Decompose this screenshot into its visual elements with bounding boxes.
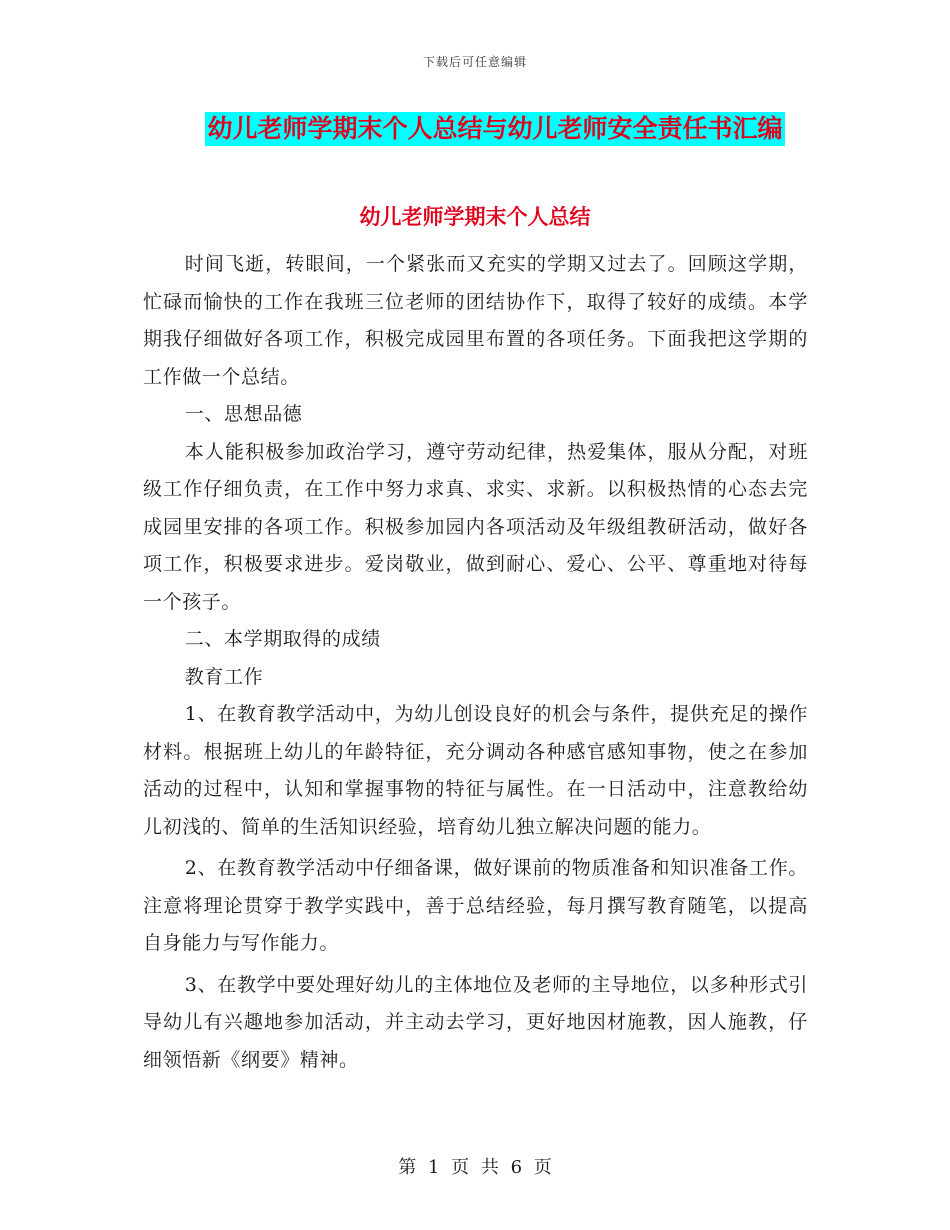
body-paragraph-ideology: 本人能积极参加政治学习，遵守劳动纪律，热爱集体，服从分配，对班级工作仔细负责，在工作中努力求真、求实、求新。以积极热情的心态去完成园里安排的各项工作。积极参加园内各项活动及年级组教研活动，做好各项工作，积极要求进步。爱岗敬业，做到耐心、爱心、公平、尊重地对待每一个孩子。	[143, 440, 808, 613]
document-body	[143, 246, 808, 1079]
page-footer: 第 1 页 共 6 页	[398, 1157, 552, 1178]
section-heading-ideology: 一、思想品德	[184, 403, 303, 425]
body-paragraph-item-3: 3、在教学中要处理好幼儿的主体地位及老师的主导地位，以多种形式引导幼儿有兴趣地参加活动，并主动去学习，更好地因材施教，因人施教，仔细领悟新《纲要》精神。	[143, 973, 808, 1071]
subsection-heading-education: 教育工作	[184, 665, 264, 688]
header-note: 下载后可任意编辑	[422, 55, 527, 69]
body-paragraph-item-2: 2、在教育教学活动中仔细备课，做好课前的物质准备和知识准备工作。注意将理论贯穿于教学实践中，善于总结经验，每月撰写教育随笔，以提高自身能力与写作能力。	[143, 857, 808, 954]
main-title-wrap	[0, 112, 950, 146]
document-main-title: 幼儿老师学期末个人总结与幼儿老师安全责任书汇编	[205, 112, 784, 146]
section-heading-achievements: 二、本学期取得的成绩	[184, 628, 381, 650]
body-paragraph-intro: 时间飞逝，转眼间，一个紧张而又充实的学期又过去了。回顾这学期，忙碌而愉快的工作在我班三位老师的团结协作下，取得了较好的成绩。本学期我仔细做好各项工作，积极完成园里布置的各项任务。下面我把这学期的工作做一个总结。	[143, 253, 808, 388]
section-title: 幼儿老师学期末个人总结	[359, 205, 591, 229]
body-paragraph-item-1: 1、在教育教学活动中，为幼儿创设良好的机会与条件，提供充足的操作材料。根据班上幼儿的年龄特征，充分调动各种感官感知事物，使之在参加活动的过程中，认知和掌握事物的特征与属性。在一日活动中，注意教给幼儿初浅的、简单的生活知识经验，培育幼儿独立解决问题的能力。	[143, 703, 808, 838]
